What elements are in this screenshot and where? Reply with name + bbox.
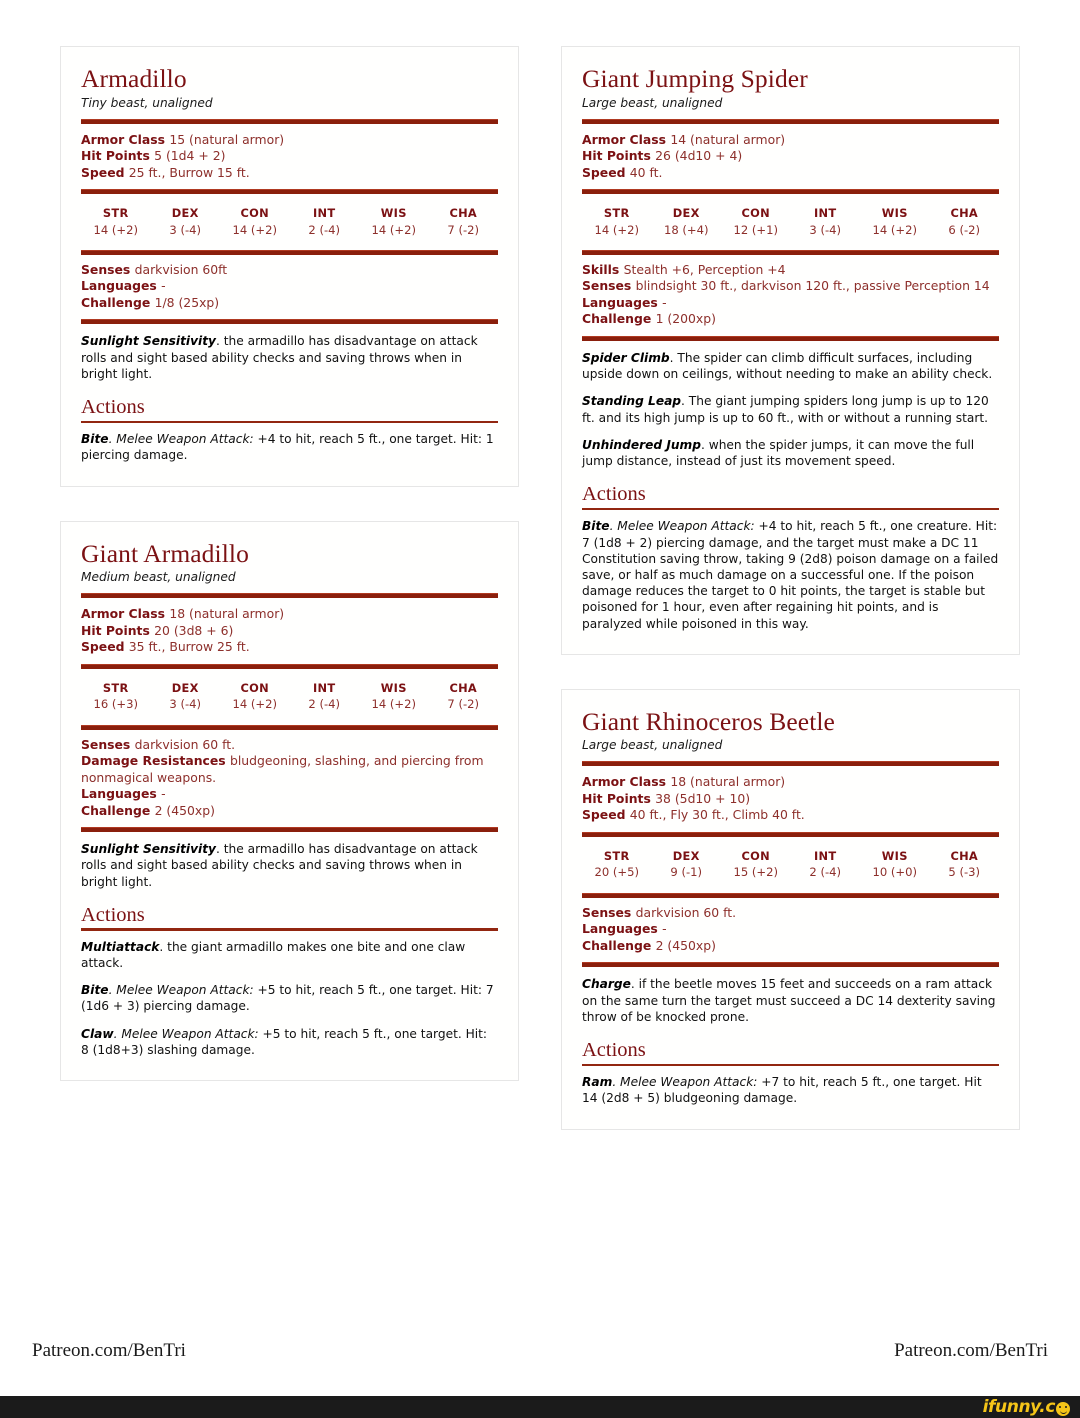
attribute-label: Senses bbox=[81, 261, 135, 277]
attribute-label: Skills bbox=[582, 261, 624, 277]
ability-score: 7 (-2) bbox=[447, 222, 480, 237]
section-divider bbox=[582, 250, 999, 255]
statblock-actions bbox=[81, 937, 498, 1058]
attribute-line bbox=[81, 148, 498, 165]
trait bbox=[582, 437, 999, 469]
ability-name: WIS bbox=[881, 848, 908, 863]
secondary-attributes bbox=[582, 905, 999, 955]
attribute-value: 2 (450xp) bbox=[154, 802, 215, 818]
action-name: Bite bbox=[81, 432, 109, 447]
statblock-name: Giant Armadillo bbox=[81, 538, 249, 568]
attribute-line bbox=[81, 278, 498, 295]
ability-score: 9 (-1) bbox=[670, 865, 703, 880]
attribute-value: 1 (200xp) bbox=[655, 311, 716, 327]
ability-column bbox=[652, 848, 722, 882]
statblock-name: Armadillo bbox=[81, 64, 187, 93]
section-divider bbox=[582, 761, 999, 766]
ability-score: 14 (+2) bbox=[872, 222, 918, 237]
attribute-line bbox=[582, 278, 999, 295]
statblock-traits bbox=[582, 348, 999, 469]
attribute-label: Armor Class bbox=[582, 774, 671, 790]
attribute-label: Armor Class bbox=[81, 131, 170, 147]
attribute-line bbox=[81, 639, 498, 656]
attribute-value: 2 (450xp) bbox=[655, 937, 716, 953]
attribute-label: Challenge bbox=[582, 311, 656, 327]
section-divider bbox=[81, 250, 498, 255]
primary-attributes bbox=[582, 774, 999, 824]
attribute-label: Languages bbox=[81, 786, 162, 802]
attribute-line bbox=[81, 737, 498, 754]
attribute-line bbox=[81, 623, 498, 640]
ability-column bbox=[220, 205, 290, 239]
ability-column bbox=[429, 680, 499, 714]
attribute-label: Challenge bbox=[81, 802, 155, 818]
ability-name: CON bbox=[741, 206, 770, 221]
ability-score: 18 (+4) bbox=[663, 222, 709, 237]
attribute-label: Speed bbox=[81, 639, 129, 655]
attribute-line bbox=[582, 791, 999, 808]
statblock-meta: Large beast, unaligned bbox=[582, 95, 723, 110]
ability-name: DEX bbox=[171, 206, 199, 221]
action bbox=[81, 1026, 498, 1058]
statblock-meta: Tiny beast, unaligned bbox=[81, 95, 213, 110]
trait bbox=[582, 976, 999, 1025]
attribute-value: 20 (3d8 + 6) bbox=[154, 622, 234, 638]
footer-credit-right: Patreon.com/BenTri bbox=[894, 1340, 1048, 1361]
ability-name: INT bbox=[313, 206, 336, 221]
ability-score: 2 (-4) bbox=[308, 222, 341, 237]
ability-score: 14 (+2) bbox=[93, 222, 139, 237]
trait-text: . the armadillo has disadvantage on attack rolls and sight based ability checks and saving throws when in bright light. bbox=[81, 334, 478, 381]
trait-name: Sunlight Sensitivity bbox=[81, 842, 217, 857]
secondary-attributes bbox=[582, 262, 999, 328]
actions-heading: Actions bbox=[81, 903, 145, 926]
footer-credit-left: Patreon.com/BenTri bbox=[32, 1340, 186, 1361]
attribute-line bbox=[81, 786, 498, 803]
attribute-label: Challenge bbox=[81, 294, 155, 310]
section-divider bbox=[582, 832, 999, 837]
attribute-label: Languages bbox=[81, 278, 162, 294]
ability-column bbox=[220, 680, 290, 714]
attribute-value: 25 ft., Burrow 15 ft. bbox=[128, 164, 250, 180]
statblock-armadillo bbox=[60, 46, 519, 487]
right-column bbox=[561, 46, 1020, 1130]
statblock-actions bbox=[582, 516, 999, 632]
statblock-giant-armadillo bbox=[60, 521, 519, 1082]
attribute-line bbox=[582, 148, 999, 165]
action-name: Claw bbox=[81, 1026, 114, 1041]
attribute-line bbox=[582, 132, 999, 149]
section-divider bbox=[81, 189, 498, 194]
watermark-bar bbox=[0, 1396, 1080, 1418]
ability-score: 14 (+2) bbox=[371, 222, 417, 237]
section-divider bbox=[81, 119, 498, 124]
ability-score: 2 (-4) bbox=[308, 697, 341, 712]
statblock-meta: Large beast, unaligned bbox=[582, 738, 723, 753]
ability-name: INT bbox=[814, 206, 837, 221]
trait-name: Spider Climb bbox=[582, 350, 670, 365]
ability-score: 14 (+2) bbox=[232, 222, 278, 237]
attribute-line bbox=[81, 606, 498, 623]
ability-score: 7 (-2) bbox=[447, 697, 480, 712]
ability-score: 3 (-4) bbox=[169, 697, 202, 712]
attribute-line bbox=[81, 803, 498, 820]
attribute-value: - bbox=[161, 278, 166, 294]
ability-score: 3 (-4) bbox=[169, 222, 202, 237]
statblock-traits bbox=[81, 331, 498, 382]
ability-name: CON bbox=[240, 680, 269, 695]
ability-score: 10 (+0) bbox=[872, 865, 918, 880]
attribute-line bbox=[81, 753, 498, 786]
statblock-name: Giant Jumping Spider bbox=[582, 64, 808, 93]
attribute-label: Senses bbox=[582, 278, 636, 294]
ability-name: DEX bbox=[672, 848, 700, 863]
ability-name: DEX bbox=[171, 680, 199, 695]
secondary-attributes bbox=[81, 262, 498, 312]
attribute-label: Languages bbox=[582, 294, 663, 310]
trait-text: . the armadillo has disadvantage on attack rolls and sight based ability checks and saving throws when in bright light. bbox=[81, 842, 478, 889]
action bbox=[81, 939, 498, 971]
attribute-line bbox=[81, 132, 498, 149]
ifunny-watermark-text: ifunny.c bbox=[982, 1397, 1055, 1417]
attribute-label: Speed bbox=[81, 164, 129, 180]
attribute-value: - bbox=[161, 786, 166, 802]
ability-column bbox=[151, 680, 221, 714]
ability-name: INT bbox=[814, 848, 837, 863]
ability-score: 20 (+5) bbox=[594, 865, 640, 880]
attribute-value: bludgeoning, slashing, and piercing from nonmagical weapons. bbox=[81, 753, 484, 785]
section-divider bbox=[81, 319, 498, 324]
statblock-meta: Medium beast, unaligned bbox=[81, 570, 236, 585]
ability-score: 15 (+2) bbox=[733, 865, 779, 880]
secondary-attributes bbox=[81, 737, 498, 820]
actions-rule bbox=[81, 421, 498, 424]
ability-column bbox=[290, 680, 360, 714]
attribute-line bbox=[582, 807, 999, 824]
ability-name: CHA bbox=[449, 680, 478, 695]
statblock-traits bbox=[582, 974, 999, 1025]
attribute-label: Hit Points bbox=[81, 148, 155, 164]
ifunny-watermark bbox=[983, 1398, 1070, 1417]
attribute-value: 38 (5d10 + 10) bbox=[655, 790, 751, 806]
ability-column bbox=[860, 848, 930, 882]
trait-text: . if the beetle moves 15 feet and succeeds on a ram attack on the same turn the target must succeed a DC 14 dexterity saving throw of be knocked prone. bbox=[582, 977, 996, 1024]
attribute-line bbox=[582, 295, 999, 312]
ability-name: CHA bbox=[950, 206, 979, 221]
actions-rule bbox=[81, 928, 498, 931]
actions-rule bbox=[582, 508, 999, 511]
actions-rule bbox=[582, 1064, 999, 1067]
action-name: Multiattack bbox=[81, 939, 160, 954]
attribute-value: 40 ft. bbox=[629, 164, 663, 180]
ability-column bbox=[721, 848, 791, 882]
action-attack-label: . Melee Weapon Attack: bbox=[108, 432, 254, 447]
ability-score: 14 (+2) bbox=[232, 697, 278, 712]
attribute-value: - bbox=[662, 294, 667, 310]
ability-score-table bbox=[582, 844, 999, 885]
ability-score-table bbox=[81, 201, 498, 242]
attribute-label: Speed bbox=[582, 807, 630, 823]
ability-score: 12 (+1) bbox=[733, 222, 779, 237]
attribute-value: 26 (4d10 + 4) bbox=[655, 148, 743, 164]
ability-column bbox=[791, 205, 861, 239]
attribute-line bbox=[81, 262, 498, 279]
primary-attributes bbox=[582, 132, 999, 182]
attribute-value: darkvision 60ft bbox=[134, 261, 228, 277]
attribute-label: Hit Points bbox=[582, 790, 656, 806]
section-divider bbox=[582, 962, 999, 967]
section-divider bbox=[81, 725, 498, 730]
ability-score-table bbox=[81, 676, 498, 717]
action-attack-label: . Melee Weapon Attack: bbox=[612, 1075, 758, 1090]
ability-score: 14 (+2) bbox=[594, 222, 640, 237]
attribute-label: Senses bbox=[81, 736, 135, 752]
attribute-line bbox=[582, 311, 999, 328]
actions-heading: Actions bbox=[81, 396, 145, 419]
attribute-value: 1/8 (25xp) bbox=[154, 294, 220, 310]
ability-score: 5 (-3) bbox=[948, 865, 981, 880]
ability-column bbox=[359, 205, 429, 239]
ability-name: WIS bbox=[881, 206, 908, 221]
attribute-label: Damage Resistances bbox=[81, 753, 230, 769]
attribute-value: 40 ft., Fly 30 ft., Climb 40 ft. bbox=[629, 807, 805, 823]
ability-name: CHA bbox=[449, 206, 478, 221]
trait bbox=[81, 333, 498, 382]
section-divider bbox=[81, 664, 498, 669]
actions-heading: Actions bbox=[582, 1039, 646, 1061]
ability-column bbox=[429, 205, 499, 239]
action-text: +5 to hit, reach 5 ft., one target. Hit: 8 (1d8+3) slashing damage. bbox=[81, 1026, 488, 1057]
ability-name: DEX bbox=[672, 206, 700, 221]
primary-attributes bbox=[81, 132, 498, 182]
action-name: Bite bbox=[81, 983, 109, 998]
action-name: Ram bbox=[582, 1075, 613, 1090]
statblock-name: Giant Rhinoceros Beetle bbox=[582, 706, 835, 736]
ability-name: CON bbox=[741, 848, 770, 863]
action-attack-label: . Melee Weapon Attack: bbox=[108, 983, 254, 998]
statblock-actions bbox=[582, 1072, 999, 1106]
attribute-line bbox=[81, 295, 498, 312]
ability-name: WIS bbox=[380, 680, 407, 695]
ability-column bbox=[582, 205, 652, 239]
attribute-label: Hit Points bbox=[582, 148, 656, 164]
action-text: +5 to hit, reach 5 ft., one target. Hit: 7 (1d6 + 3) piercing damage. bbox=[81, 983, 494, 1014]
ability-column bbox=[860, 205, 930, 239]
action-attack-label: . Melee Weapon Attack: bbox=[609, 519, 755, 534]
statblock-actions bbox=[81, 429, 498, 463]
action bbox=[81, 431, 498, 463]
attribute-line bbox=[81, 165, 498, 182]
action-text: +7 to hit, reach 5 ft., one target. Hit 14 (2d8 + 5) bludgeoning damage. bbox=[582, 1075, 982, 1106]
ability-name: STR bbox=[603, 848, 630, 863]
ability-name: CHA bbox=[950, 848, 979, 863]
action-text: +4 to hit, reach 5 ft., one target. Hit: 1 piercing damage. bbox=[81, 432, 494, 463]
ability-column bbox=[582, 848, 652, 882]
attribute-value: - bbox=[662, 921, 667, 937]
trait bbox=[582, 393, 999, 425]
left-column bbox=[60, 46, 519, 1130]
ability-score: 3 (-4) bbox=[809, 222, 842, 237]
section-divider bbox=[81, 593, 498, 598]
ability-name: STR bbox=[102, 206, 129, 221]
trait bbox=[81, 841, 498, 890]
attribute-line bbox=[582, 921, 999, 938]
ability-column bbox=[359, 680, 429, 714]
section-divider bbox=[81, 827, 498, 832]
ability-column bbox=[930, 848, 1000, 882]
primary-attributes bbox=[81, 606, 498, 656]
trait-text: . The spider can climb difficult surfaces, including upside down on ceilings, without needing to make an ability check. bbox=[582, 350, 993, 382]
attribute-label: Hit Points bbox=[81, 622, 155, 638]
trait-name: Charge bbox=[582, 977, 631, 992]
action-attack-label: . Melee Weapon Attack: bbox=[113, 1026, 259, 1041]
attribute-value: 18 (natural armor) bbox=[670, 774, 786, 790]
ability-column bbox=[81, 680, 151, 714]
action bbox=[582, 518, 999, 632]
attribute-label: Speed bbox=[582, 164, 630, 180]
attribute-line bbox=[582, 938, 999, 955]
action-text: +4 to hit, reach 5 ft., one creature. Hit: 7 (1d8 + 2) piercing damage, and the target must make a DC 11 Constitution saving throw, taking 9 (2d8) poison damage on a failed save, or half as much damage on a successful one. If the poison damage reduces the target to 0 hit points, the target is stable but poisoned for 1 hour, even after regaining hit points, and is paralyzed while poisoned in this way. bbox=[582, 519, 999, 631]
ability-column bbox=[721, 205, 791, 239]
ability-column bbox=[81, 205, 151, 239]
section-divider bbox=[582, 336, 999, 341]
ability-score: 6 (-2) bbox=[948, 222, 981, 237]
attribute-value: 15 (natural armor) bbox=[169, 131, 285, 147]
section-divider bbox=[582, 189, 999, 194]
statblock-giant-jumping-spider bbox=[561, 46, 1020, 655]
ability-score: 14 (+2) bbox=[371, 697, 417, 712]
ability-column bbox=[791, 848, 861, 882]
ability-column bbox=[652, 205, 722, 239]
attribute-line bbox=[582, 262, 999, 279]
attribute-label: Armor Class bbox=[582, 131, 671, 147]
statblock-giant-rhinoceros-beetle bbox=[561, 689, 1020, 1130]
action-name: Bite bbox=[582, 519, 610, 534]
ability-name: STR bbox=[102, 680, 129, 695]
smiley-icon bbox=[1056, 1402, 1070, 1416]
action bbox=[582, 1074, 999, 1106]
ability-name: INT bbox=[313, 680, 336, 695]
trait-text: . when the spider jumps, it can move the full jump distance, instead of just its movement speed. bbox=[582, 437, 975, 469]
section-divider bbox=[582, 893, 999, 898]
ability-column bbox=[290, 205, 360, 239]
trait-name: Standing Leap bbox=[582, 394, 682, 409]
attribute-label: Armor Class bbox=[81, 606, 170, 622]
action-text: . the giant armadillo makes one bite and one claw attack. bbox=[81, 939, 466, 971]
ability-column bbox=[151, 205, 221, 239]
attribute-line bbox=[582, 905, 999, 922]
attribute-label: Languages bbox=[582, 921, 663, 937]
attribute-value: 5 (1d4 + 2) bbox=[154, 148, 226, 164]
ability-score: 2 (-4) bbox=[809, 865, 842, 880]
trait-text: . The giant jumping spiders long jump is up to 120 ft. and its high jump is up to 60 ft., with or without a running start. bbox=[582, 394, 989, 425]
attribute-value: blindsight 30 ft., darkvison 120 ft., passive Perception 14 bbox=[635, 278, 990, 294]
section-divider bbox=[582, 119, 999, 124]
page-footer bbox=[0, 1340, 1080, 1380]
ability-name: CON bbox=[240, 206, 269, 221]
attribute-label: Challenge bbox=[582, 937, 656, 953]
ability-score: 16 (+3) bbox=[93, 697, 139, 712]
ability-name: WIS bbox=[380, 206, 407, 221]
action bbox=[81, 982, 498, 1014]
attribute-label: Senses bbox=[582, 904, 636, 920]
attribute-value: Stealth +6, Perception +4 bbox=[623, 261, 786, 277]
attribute-line bbox=[582, 165, 999, 182]
statblock-traits bbox=[81, 839, 498, 890]
ability-score-table bbox=[582, 201, 999, 242]
attribute-value: 18 (natural armor) bbox=[169, 606, 285, 622]
trait-name: Unhindered Jump bbox=[582, 437, 701, 452]
attribute-value: darkvision 60 ft. bbox=[134, 736, 236, 752]
actions-heading: Actions bbox=[582, 483, 646, 506]
attribute-value: darkvision 60 ft. bbox=[635, 904, 737, 920]
attribute-value: 35 ft., Burrow 25 ft. bbox=[128, 639, 250, 655]
attribute-line bbox=[582, 774, 999, 791]
ability-column bbox=[930, 205, 1000, 239]
trait-name: Sunlight Sensitivity bbox=[81, 334, 217, 349]
trait bbox=[582, 350, 999, 382]
attribute-value: 14 (natural armor) bbox=[670, 131, 786, 147]
ability-name: STR bbox=[603, 206, 630, 221]
